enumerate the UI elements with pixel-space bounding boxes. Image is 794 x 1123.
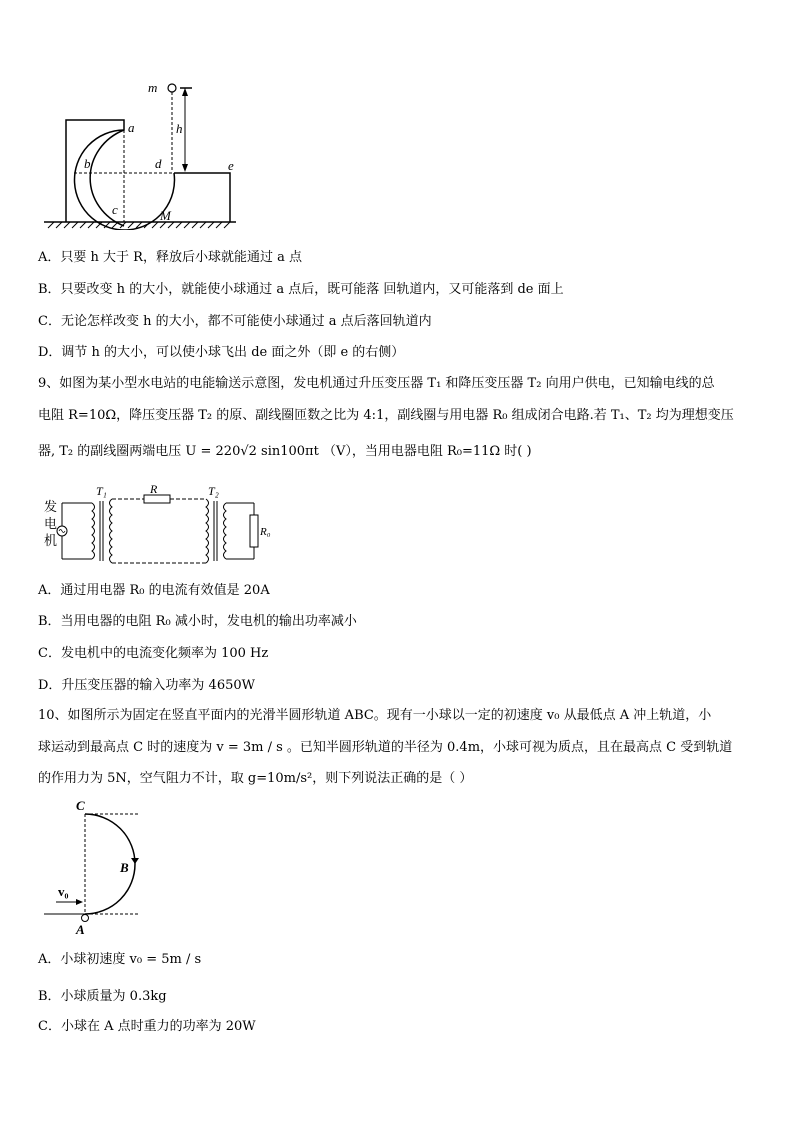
q8-option-c: C．无论怎样改变 h 的大小，都不可能使小球通过 a 点后落回轨道内 [38,314,432,329]
label-M: M [160,208,171,223]
label-R0: R₀ [260,526,271,538]
label-T2: T₂ [208,485,219,498]
q9-option-c: C．发电机中的电流变化频率为 100 Hz [38,646,269,661]
q8-option-b: B．只要改变 h 的大小，就能使小球通过 a 点后，既可能落 回轨道内，又可能落到 de 面上 [38,282,564,297]
label-c: c [112,202,118,217]
label-e: e [228,158,234,173]
label-C: C [76,798,85,813]
q9-option-b: B．当用电器的电阻 R₀ 减小时，发电机的输出功率减小 [38,614,357,629]
label-T1: T₁ [96,485,107,498]
q8-option-a: A．只要 h 大于 R，释放后小球就能通过 a 点 [38,250,302,265]
gen-label-3: 机 [44,533,58,548]
q10-option-a: A．小球初速度 v₀ = 5m / s [38,952,202,967]
label-R: R [150,485,158,496]
label-m: m [148,80,158,95]
label-b: b [84,156,91,171]
q10-stem-line2: 球运动到最高点 C 时的速度为 v = 3m / s 。已知半圆形轨道的半径为 0.4m，小球可视为质点，且在最高点 C 受到轨道 [38,740,733,755]
q9-option-d: D．升压变压器的输入功率为 4650W [38,678,256,693]
q9-circuit-figure [40,485,280,570]
gen-label-1: 发 [44,499,58,514]
q10-stem-line3: 的作用力为 5N，空气阻力不计，取 g=10m/s²，则下列说法正确的是（ ） [38,771,473,786]
q8-option-d: D．调节 h 的大小，可以使小球飞出 de 面之外（即 e 的右侧） [38,345,405,360]
q9-stem-line2: 电阻 R=10Ω，降压变压器 T₂ 的原、副线圈匝数之比为 4:1，副线圈与用电器 R₀ 组成闭合电路.若 T₁、T₂ 均为理想变压 [38,408,734,423]
q10-stem-line1: 10、如图所示为固定在竖直平面内的光滑半圆形轨道 ABC。现有一小球以一定的初速度 v₀ 从最低点 A 冲上轨道，小 [38,708,712,723]
q10-option-c: C．小球在 A 点时重力的功率为 20W [38,1019,256,1034]
q10-option-b: B．小球质量为 0.3kg [38,989,167,1004]
label-A: A [76,922,85,937]
label-a: a [128,120,135,135]
label-h: h [176,121,183,136]
q10-semicircle-figure [40,798,190,938]
label-d: d [155,156,162,171]
label-v0: v₀ [58,884,69,899]
q9-option-a: A．通过用电器 R₀ 的电流有效值是 20A [38,583,270,598]
label-B: B [120,860,129,875]
q9-stem-line1: 9、如图为某小型水电站的电能输送示意图，发电机通过升压变压器 T₁ 和降压变压器 T₂ 向用户供电，已知输电线的总 [38,376,715,391]
q8-track-figure [40,80,250,230]
q9-stem-line3: 器, T₂ 的副线圈两端电压 U = 220√2 sin100πt （V），当用电器电阻 R₀=11Ω 时( ) [38,444,532,459]
gen-label-2: 电 [44,516,58,531]
